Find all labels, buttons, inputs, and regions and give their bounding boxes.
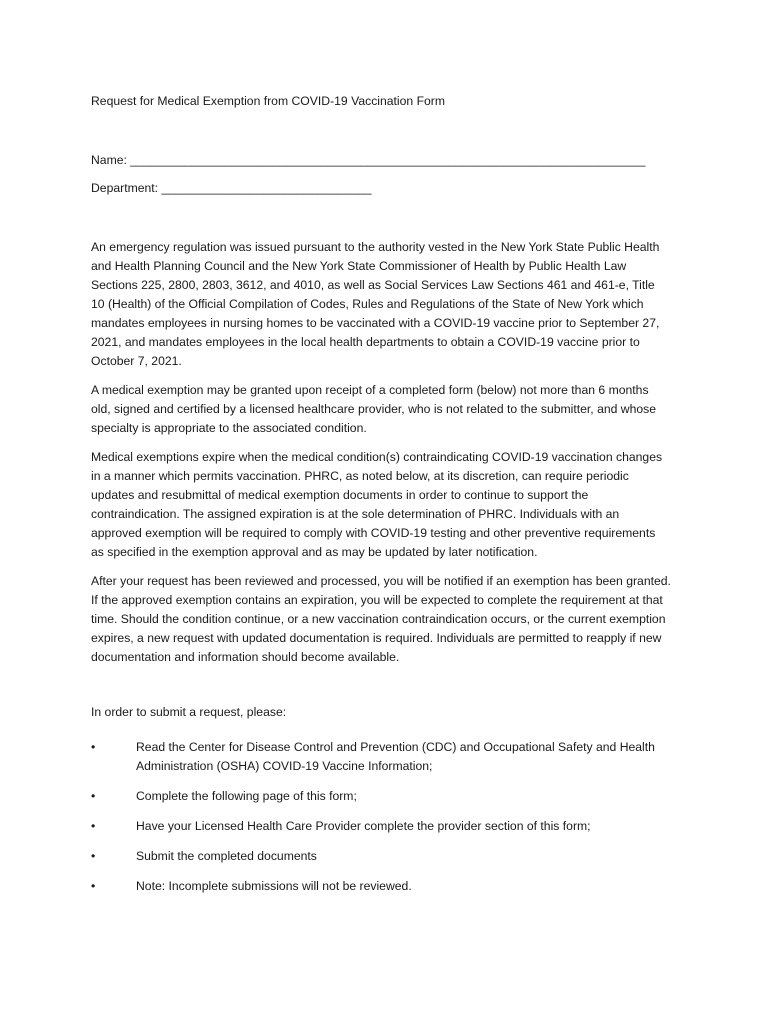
- bullet-icon: •: [91, 849, 96, 863]
- bullet-icon: •: [91, 740, 96, 754]
- document-title: Request for Medical Exemption from COVID-19 Vaccination Form: [91, 94, 446, 108]
- instructions-section: [91, 703, 681, 907]
- name-field: Name: ____________________________________________________________________________: [91, 153, 646, 167]
- instructions-list: [91, 738, 681, 896]
- list-item-text: Complete the following page of this form;: [136, 789, 357, 803]
- bullet-icon: •: [91, 789, 96, 803]
- bullet-icon: •: [91, 879, 96, 893]
- paragraph-exemption-granted: A medical exemption may be granted upon receipt of a completed form (below) not more than 6 months old, signed and certified by a licensed healthcare provider, who is not related to the submitter, and whose specialty is appropriate to the associated condition.: [91, 383, 657, 435]
- list-item: [91, 787, 681, 806]
- list-item-text: Note: Incomplete submissions will not be reviewed.: [136, 879, 412, 893]
- paragraph-exemption-expiry: Medical exemptions expire when the medical condition(s) contraindicating COVID-19 vaccination changes in a manner which permits vaccination. PHRC, as noted below, at its discretion, can require periodic updates and resubmittal of medical exemption documents in order to continue to support the contraindication. The assigned expiration is at the sole determination of PHRC. Individuals with an approved exemption will be required to comply with COVID-19 testing and other preventive requirements as specified in the exemption approval and as may be updated by later notification.: [91, 450, 663, 559]
- list-item: [91, 847, 681, 866]
- instructions-lead: In order to submit a request, please:: [91, 705, 287, 719]
- list-item: [91, 877, 681, 896]
- body-paragraphs: [91, 238, 671, 677]
- department-field: Department: _______________________________: [91, 181, 372, 195]
- list-item-text: Submit the completed documents: [136, 849, 317, 863]
- paragraph-regulation: An emergency regulation was issued pursuant to the authority vested in the New York State Public Health and Health Planning Council and the New York State Commissioner of Health by Public Health Law Sections 225, 2800, 2803, 3612, and 4010, as well as Social Services Law Sections 461 and 461-e, Title 10 (Health) of the Official Compilation of Codes, Rules and Regulations of the State of New York which mandates employees in nursing homes to be vaccinated with a COVID-19 vaccine prior to September 27, 2021, and mandates employees in the local health departments to obtain a COVID-19 vaccine prior to October 7, 2021.: [91, 240, 660, 368]
- list-item-text: Have your Licensed Health Care Provider complete the provider section of this form;: [136, 819, 591, 833]
- list-item: [91, 817, 681, 836]
- paragraph-review-process: After your request has been reviewed and processed, you will be notified if an exemption has been granted. If the approved exemption contains an expiration, you will be expected to complete the requirement at that time. Should the condition continue, or a new vaccination contraindication occurs, or the current exemption expires, a new request with updated documentation is required. Individuals are permitted to reapply if new documentation and information should become available.: [91, 574, 671, 664]
- list-item: [91, 738, 681, 776]
- list-item-text: Read the Center for Disease Control and Prevention (CDC) and Occupational Safety and Health Administration (OSHA) COVID-19 Vaccine Information;: [136, 740, 655, 773]
- bullet-icon: •: [91, 819, 96, 833]
